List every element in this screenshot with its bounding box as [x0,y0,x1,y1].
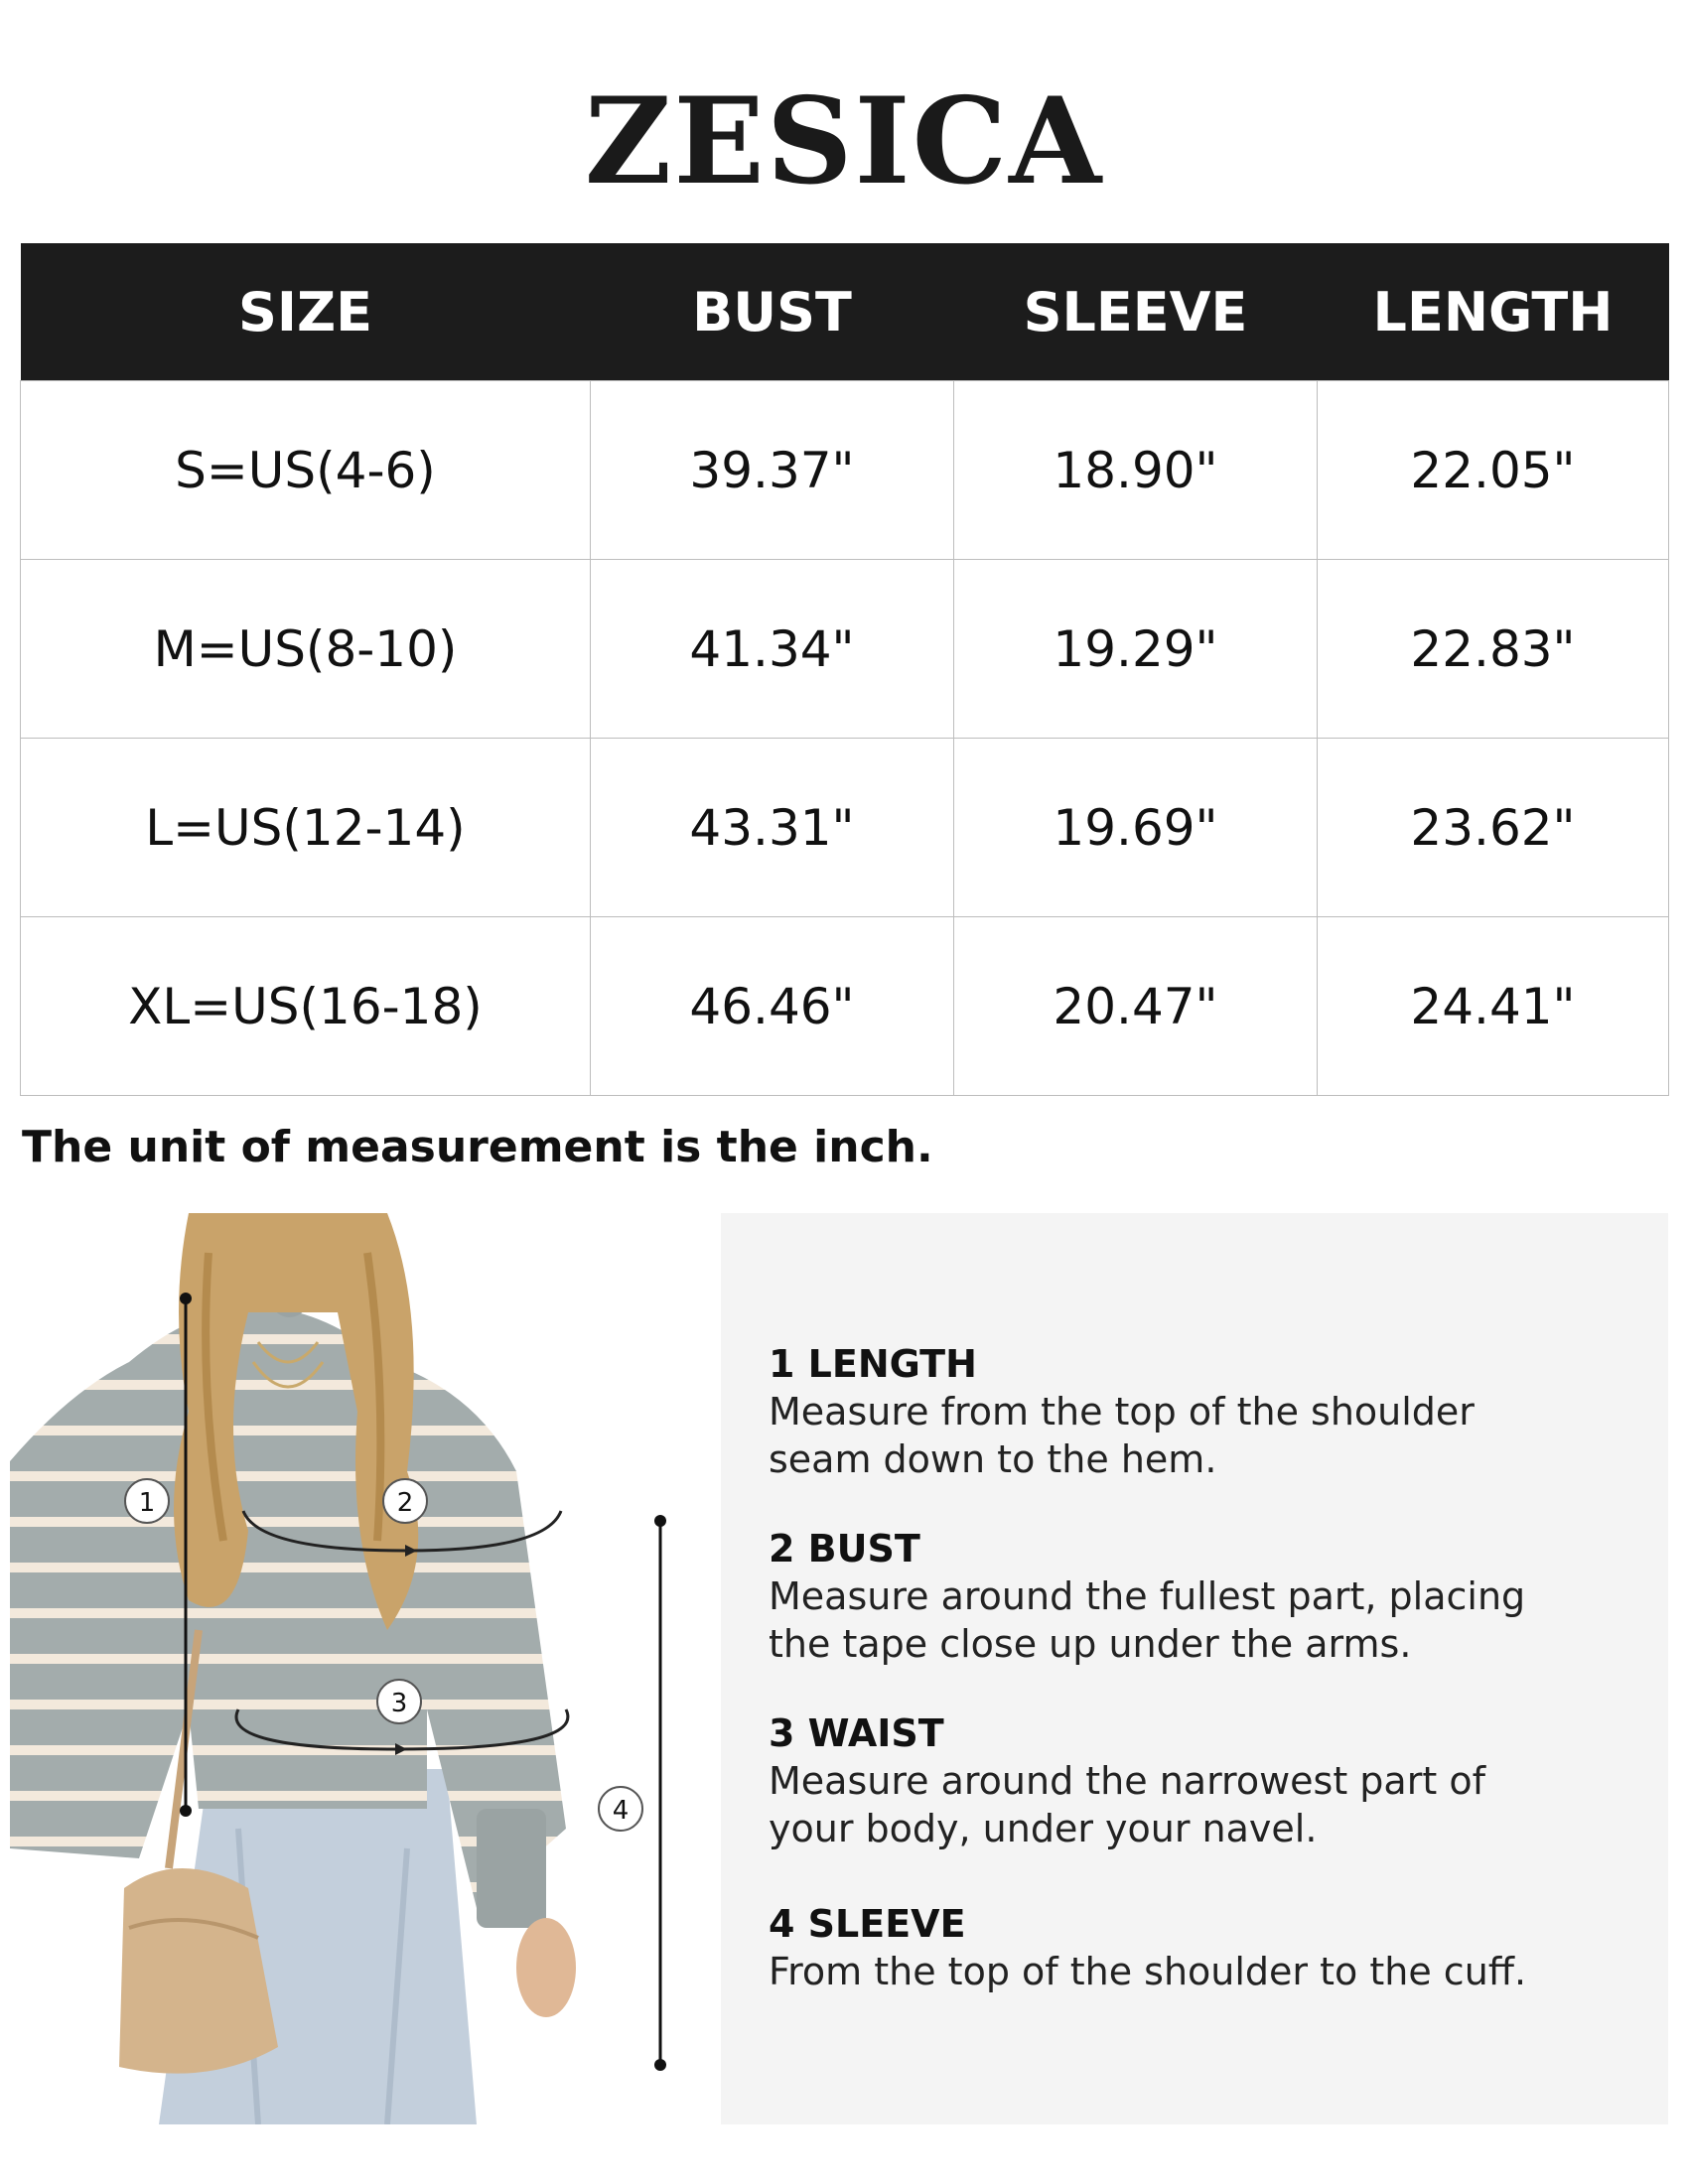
guide-description: From the top of the shoulder to the cuff. [769,1950,1527,1993]
header-size: SIZE [21,243,591,381]
table-row [21,560,1669,739]
cell-length: 24.41" [1318,917,1669,1096]
header-sleeve: SLEEVE [954,243,1318,381]
guide-description: Measure around the fullest part, placing the tape close up under the arms. [769,1574,1526,1666]
cell-size: L=US(12-14) [21,739,591,917]
guide-length [769,1340,1543,1483]
svg-text:4: 4 [612,1796,630,1826]
measurement-guide-panel [721,1213,1668,2124]
marker-1 [125,1479,169,1523]
model-measurement-diagram [10,1213,721,2124]
guide-bust [769,1525,1543,1668]
cell-bust: 39.37" [591,381,954,560]
cell-sleeve: 18.90" [954,381,1318,560]
svg-text:3: 3 [390,1689,408,1718]
guide-waist [769,1709,1543,1852]
svg-text:2: 2 [396,1488,414,1518]
guide-sleeve [769,1900,1543,1995]
guide-title: 4 SLEEVE [769,1902,966,1946]
svg-text:1: 1 [138,1488,156,1518]
header-length: LENGTH [1318,243,1669,381]
table-row [21,381,1669,560]
cell-length: 22.83" [1318,560,1669,739]
cell-bust: 43.31" [591,739,954,917]
guide-description: Measure around the narrowest part of your body, under your navel. [769,1759,1485,1850]
brand-logo: ZESICA [584,71,1104,211]
cell-size: XL=US(16-18) [21,917,591,1096]
guide-title: 3 WAIST [769,1711,944,1755]
guide-title: 2 BUST [769,1527,920,1570]
cell-sleeve: 19.29" [954,560,1318,739]
table-row [21,917,1669,1096]
cell-size: S=US(4-6) [21,381,591,560]
guide-title: 1 LENGTH [769,1342,977,1386]
unit-note: The unit of measurement is the inch. [22,1122,933,1172]
size-chart-table [20,243,1669,1096]
table-header-row [21,243,1669,381]
cell-bust: 46.46" [591,917,954,1096]
table-row [21,739,1669,917]
cell-sleeve: 19.69" [954,739,1318,917]
guide-description: Measure from the top of the shoulder seam down to the hem. [769,1390,1475,1481]
cell-sleeve: 20.47" [954,917,1318,1096]
cell-size: M=US(8-10) [21,560,591,739]
marker-3 [377,1680,421,1723]
cell-bust: 41.34" [591,560,954,739]
marker-2 [383,1479,427,1523]
cell-length: 22.05" [1318,381,1669,560]
cell-length: 23.62" [1318,739,1669,917]
marker-4 [599,1787,642,1831]
header-bust: BUST [591,243,954,381]
